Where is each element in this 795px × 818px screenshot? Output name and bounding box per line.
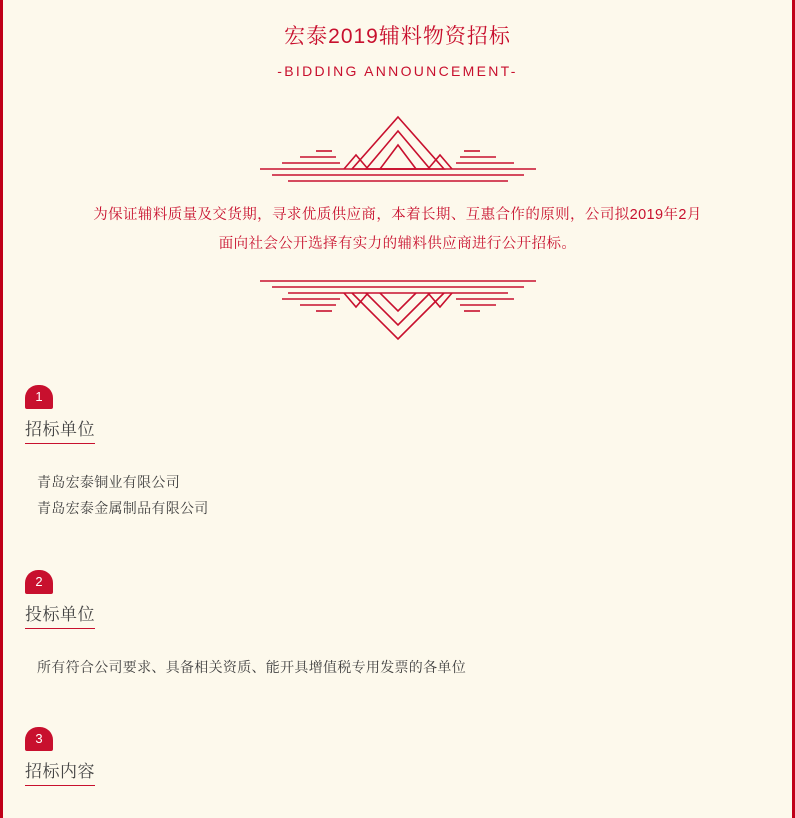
intro-paragraph: 为保证辅料质量及交货期，寻求优质供应商，本着长期、互惠合作的原则，公司拟2019年2月面向社会公开选择有实力的辅料供应商进行公开招标。: [93, 207, 702, 253]
section-body: [37, 655, 792, 681]
list-item: 青岛宏泰金属制品有限公司: [37, 500, 209, 517]
list-item: 青岛宏泰铜业有限公司: [37, 474, 180, 491]
page-title: 宏泰2019辅料物资招标: [284, 25, 511, 48]
section-bidding-unit: [25, 385, 792, 522]
section-title: 投标单位: [25, 600, 95, 629]
section-title: 招标单位: [25, 415, 95, 444]
section-number-badge: 1: [25, 385, 53, 409]
section-number-badge: 3: [25, 727, 53, 751]
section-tender-unit: [25, 570, 792, 681]
art-deco-mountain-ornament: [248, 107, 548, 187]
list-item: 所有符合公司要求、具备相关资质、能开具增值税专用发票的各单位: [37, 659, 466, 676]
section-number-badge: 2: [25, 570, 53, 594]
document-header: [3, 0, 792, 79]
page-subtitle: -BIDDING ANNOUNCEMENT-: [277, 63, 518, 80]
section-title: 招标内容: [25, 757, 95, 786]
art-deco-diamond-ornament: [248, 267, 548, 347]
section-bidding-content: [25, 727, 792, 786]
section-body: [37, 470, 792, 522]
